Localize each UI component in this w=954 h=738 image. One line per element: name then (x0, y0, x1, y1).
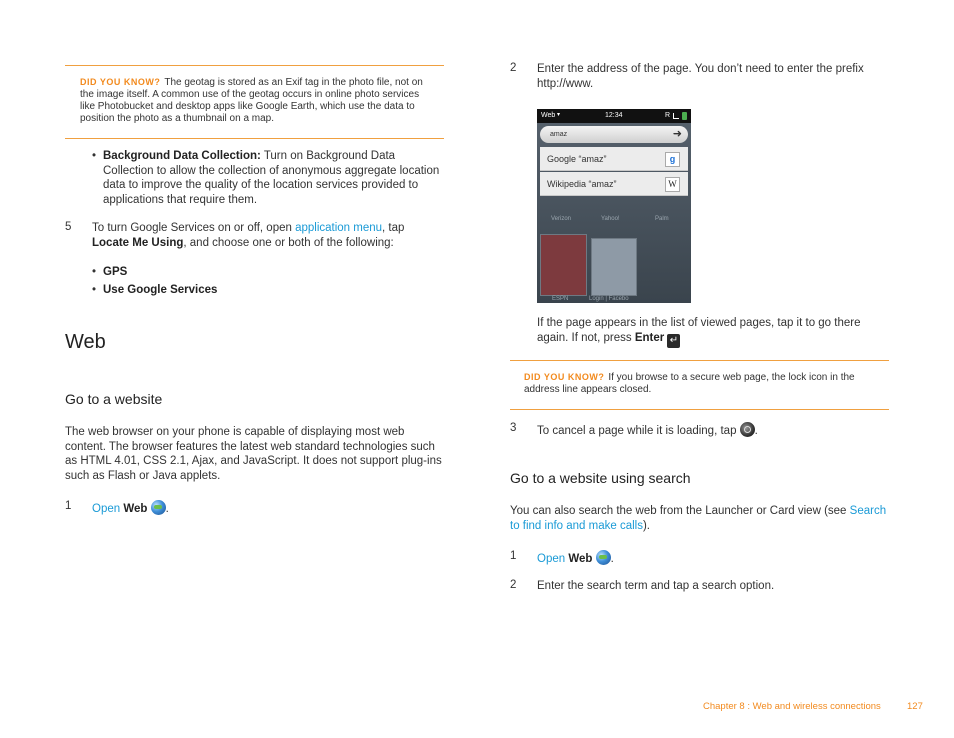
status-indicator: R (665, 112, 671, 119)
page-card-espn[interactable] (540, 234, 587, 296)
step-1-open-web-search: Open Web . (537, 550, 614, 567)
footer-chapter: Chapter 8 : Web and wireless connections (703, 701, 881, 712)
clock: 12:34 (605, 112, 623, 119)
url-field[interactable] (540, 126, 688, 143)
open-link[interactable]: Open (537, 553, 566, 565)
tile-label: Palm (655, 216, 669, 222)
url-text: amaz (550, 131, 568, 138)
enter-key-icon: ↵ (667, 334, 680, 348)
phone-status-bar (537, 109, 691, 123)
step-number: 1 (65, 500, 72, 512)
tip-label: DID YOU KNOW? (80, 77, 161, 87)
suggestion-google[interactable]: Google “amaz” g (540, 147, 688, 171)
application-menu-link[interactable]: application menu (295, 222, 383, 234)
did-you-know-tip-lock (510, 360, 889, 410)
step-1-open-web: Open Web . (92, 500, 169, 517)
wikipedia-icon: W (665, 177, 680, 192)
tile-label: Yahoo! (601, 216, 620, 222)
step-number: 1 (510, 550, 517, 562)
tip-text: If you browse to a secure web page, the lock icon in the address line appears closed. (524, 372, 855, 395)
google-icon: g (665, 152, 680, 167)
tip-text: The geotag is stored as an Exif tag in the photo file, not on the image itself. A common use of the geotag occurs in online photo services like Photobucket and desktop apps like Google Earth, which use the data to position the photo as a thumbnail on a map. (80, 77, 423, 124)
app-name: Web (541, 112, 556, 119)
tile-label: ESPN (552, 296, 569, 302)
subsection-title-go-to-website: Go to a website (65, 391, 163, 407)
did-you-know-tip-geotag (65, 65, 444, 139)
step-number: 3 (510, 422, 517, 434)
chevron-down-icon: ▾ (557, 112, 561, 118)
signal-icon (673, 113, 679, 119)
section-title: Web (65, 331, 106, 353)
after-phone-paragraph: If the page appears in the list of viewed pages, tap it to go there again. If not, press Enter ↵ (537, 317, 861, 346)
cancel-loading-icon (740, 422, 755, 437)
web-globe-icon (596, 550, 611, 565)
web-intro-paragraph: The web browser on your phone is capable of displaying most web content. The browser features the latest web standard technologies such as HTML 4.01, CSS 2.1, Ajax, and JavaScript. It does not support plug-ins such as Flash or Java applets. (65, 426, 442, 482)
tip-label: DID YOU KNOW? (524, 372, 605, 382)
step-3-cancel: To cancel a page while it is loading, tap . (537, 422, 758, 439)
tile-label: Login | Facebo (589, 296, 629, 302)
step-2-enter-address: Enter the address of the page. You don’t need to enter the prefix http://www. (537, 63, 864, 90)
bullet-background-data-collection (103, 149, 444, 207)
page-card-facebook[interactable] (591, 238, 637, 296)
tile-label: Verizon (551, 216, 572, 222)
search-intro-paragraph: You can also search the web from the Launcher or Card view (see Search to find info and make calls). (510, 505, 887, 532)
step-number: 2 (510, 579, 517, 591)
suggestion-wikipedia[interactable]: Wikipedia “amaz” W (540, 172, 688, 196)
bullet-text: Turn on Background Data Collection to allow the collection of anonymous aggregate location data to improve the quality of the location services provided to applications that require them. (103, 150, 440, 206)
subsection-title-search: Go to a website using search (510, 470, 691, 486)
phone-screenshot (537, 109, 691, 303)
search-to-find-info-link[interactable]: Search to find info and make calls (510, 505, 887, 532)
bullet-use-google-services: • Use Google Services (103, 283, 217, 298)
arrow-right-icon[interactable]: ➜ (672, 128, 682, 140)
open-link[interactable]: Open (92, 503, 121, 515)
step-number: 5 (65, 221, 72, 233)
step-5-text: To turn Google Services on or off, open application menu, tap Locate Me Using, and choose one or both of the following: (92, 222, 405, 249)
web-globe-icon (151, 500, 166, 515)
footer-page-number: 127 (907, 701, 923, 712)
step-2-search-term: Enter the search term and tap a search option. (537, 580, 775, 592)
step-number: 2 (510, 62, 517, 74)
bullet-gps: • GPS (103, 265, 127, 280)
bullet-bold: Background Data Collection: (103, 150, 261, 162)
battery-icon (682, 112, 687, 120)
